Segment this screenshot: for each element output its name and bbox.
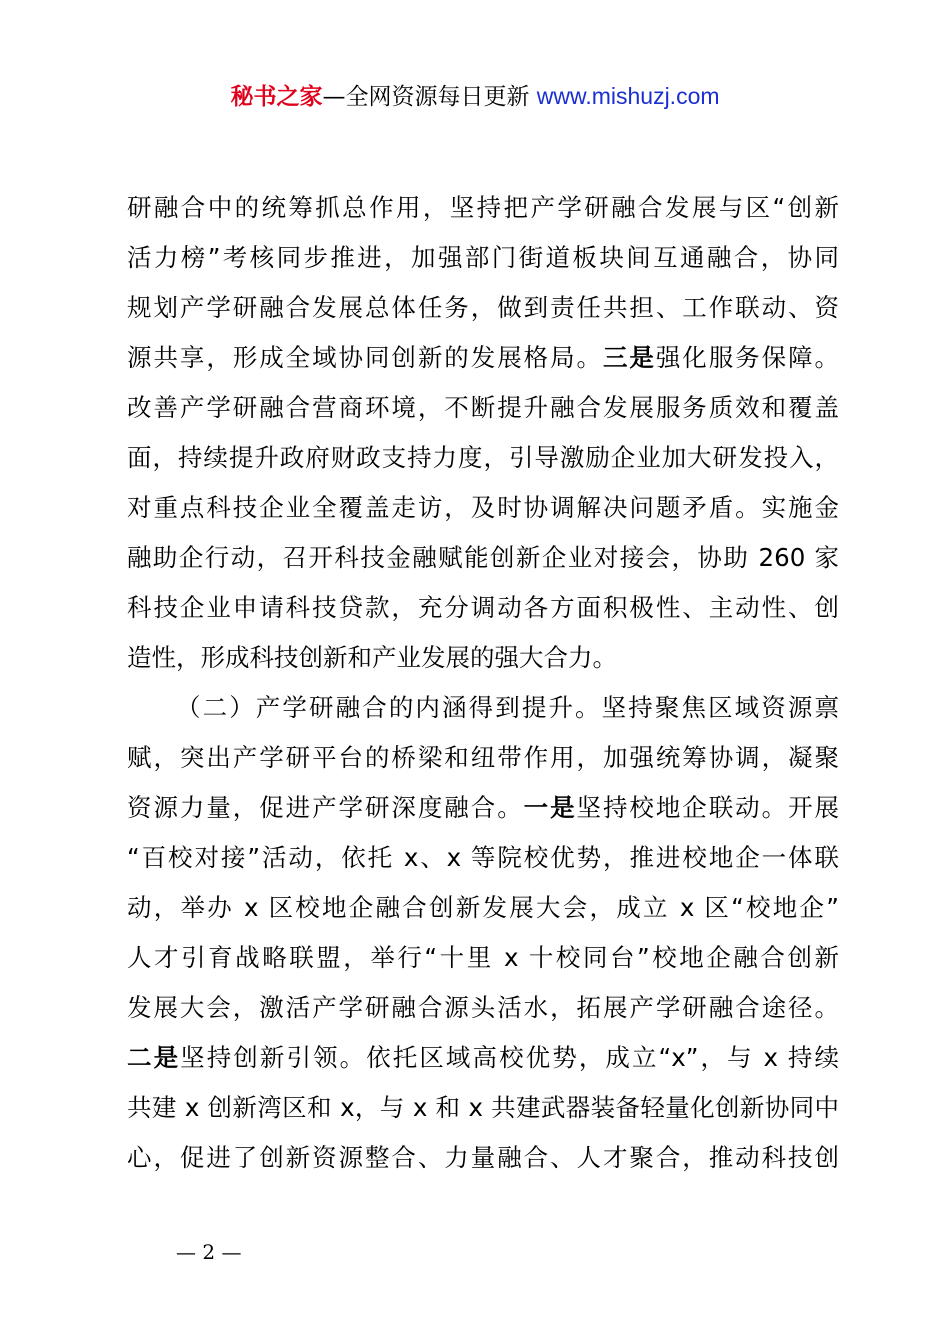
text-segment: 资源力量，促进产学研深度融合。 xyxy=(127,793,524,822)
text-line: 共建 x 创新湾区和 x，与 x 和 x 共建武器装备轻量化创新协同中 xyxy=(127,1093,839,1122)
text-line xyxy=(127,783,839,833)
text-line: 研融合中的统筹抓总作用，坚持把产学研融合发展与区“创新 xyxy=(127,193,839,222)
text-line: 规划产学研融合发展总体任务，做到责任共担、工作联动、资 xyxy=(127,293,839,322)
text-line: 造性，形成科技创新和产业发展的强大合力。 xyxy=(127,643,617,672)
text-line: 发展大会，激活产学研融合源头活水，拓展产学研融合途径。 xyxy=(127,993,839,1022)
body-text xyxy=(127,183,839,1183)
bold-marker: 一是 xyxy=(523,793,577,822)
text-line: 心，促进了创新资源整合、力量融合、人才聚合，推动科技创 xyxy=(127,1143,839,1172)
text-line xyxy=(127,333,839,383)
text-line: 对重点科技企业全覆盖走访，及时协调解决问题矛盾。实施金 xyxy=(127,493,839,522)
text-line: 赋，突出产学研平台的桥梁和纽带作用，加强统筹协调，凝聚 xyxy=(127,743,839,772)
text-segment: 坚持创新引领。依托区域高校优势，成立“x”，与 x 持续 xyxy=(180,1043,839,1072)
text-line: 改善产学研融合营商环境，不断提升融合发展服务质效和覆盖 xyxy=(127,393,839,422)
text-line xyxy=(127,1033,839,1083)
text-segment: 强化服务保障。 xyxy=(655,343,840,372)
text-line: 面，持续提升政府财政支持力度，引导激励企业加大研发投入， xyxy=(127,443,839,472)
text-line: 人才引育战略联盟，举行“十里 x 十校同台”校地企融合创新 xyxy=(127,943,839,972)
text-line: “百校对接”活动，依托 x、x 等院校优势，推进校地企一体联 xyxy=(127,843,839,872)
header-tagline: —全网资源每日更新 xyxy=(322,84,530,110)
section-heading-line: （二）产学研融合的内涵得到提升。坚持聚焦区域资源禀 xyxy=(176,693,839,722)
text-line: 动，举办 x 区校地企融合创新发展大会，成立 x 区“校地企” xyxy=(127,893,839,922)
text-line: 融助企行动，召开科技金融赋能创新企业对接会，协助 260 家 xyxy=(127,543,839,572)
header-banner xyxy=(0,80,950,113)
text-line: 科技企业申请科技贷款，充分调动各方面积极性、主动性、创 xyxy=(127,593,839,622)
bold-marker: 三是 xyxy=(602,343,656,372)
bold-marker: 二是 xyxy=(127,1043,181,1072)
text-segment: 坚持校地企联动。开展 xyxy=(576,793,840,822)
brand-name: 秘书之家 xyxy=(230,84,323,110)
text-line: 活力榜”考核同步推进，加强部门街道板块间互通融合，协同 xyxy=(127,243,839,272)
text-segment: 源共享，形成全域协同创新的发展格局。 xyxy=(127,343,603,372)
page-number: — 2 — xyxy=(176,1240,242,1264)
website-link[interactable]: www.mishuzj.com xyxy=(536,83,720,109)
